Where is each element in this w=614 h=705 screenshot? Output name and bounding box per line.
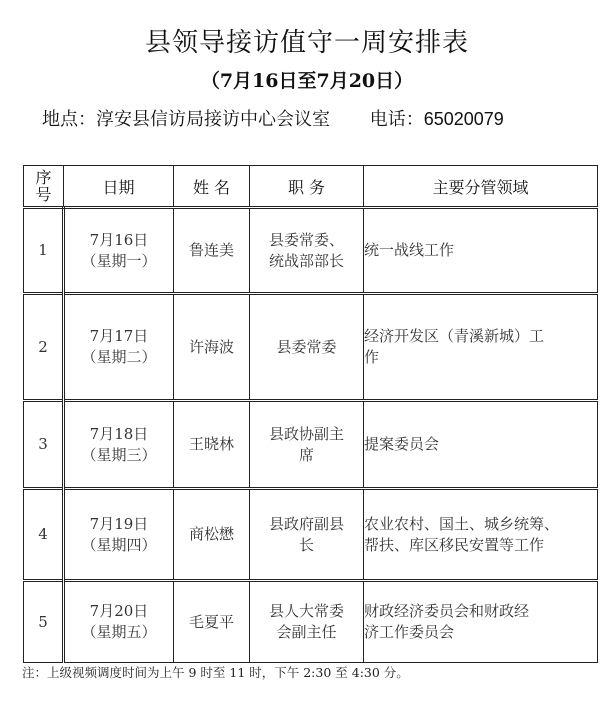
header-date: 日期 (64, 166, 174, 208)
cell-seq: 3 (24, 401, 64, 489)
cell-seq: 4 (24, 489, 64, 581)
phone-label: 电话： (369, 109, 424, 130)
cell-area: 经济开发区（青溪新城）工 作 (364, 294, 598, 401)
cell-area: 财政经济委员会和财政经 济工作委员会 (364, 581, 598, 663)
footnote: 注：上级视频调度时间为上午 9 时至 11 时，下午 2:30 至 4:30 分。 (22, 665, 409, 680)
cell-date: 7月16日 （星期一） (64, 208, 174, 294)
table-row (24, 401, 598, 489)
header-role: 职 务 (250, 166, 364, 208)
cell-date: 7月17日 （星期二） (64, 294, 174, 401)
cell-seq: 2 (24, 294, 64, 401)
cell-seq: 5 (24, 581, 64, 663)
cell-name: 许海波 (174, 294, 250, 401)
cell-area: 统一战线工作 (364, 208, 598, 294)
cell-area: 提案委员会 (364, 401, 598, 489)
cell-date: 7月19日 （星期四） (64, 489, 174, 581)
cell-name: 商松懋 (174, 489, 250, 581)
table-row (24, 489, 598, 581)
table-row (24, 294, 598, 401)
cell-name: 鲁连美 (174, 208, 250, 294)
page-title: 县领导接访值守一周安排表 (144, 28, 469, 58)
cell-role: 县政协副主 席 (250, 401, 364, 489)
phone-value: 65020079 (423, 109, 504, 129)
cell-role: 县委常委、 统战部部长 (250, 208, 364, 294)
header-area: 主要分管领域 (364, 166, 598, 208)
cell-date: 7月20日 （星期五） (64, 581, 174, 663)
date-range-subtitle: （7月16日至7月20日） (200, 70, 414, 92)
cell-name: 王晓林 (174, 401, 250, 489)
location-label: 地点： (42, 109, 96, 130)
table-header-row (24, 166, 598, 208)
cell-date: 7月18日 （星期三） (64, 401, 174, 489)
header-seq: 序 号 (24, 166, 64, 208)
cell-role: 县人大常委 会副主任 (250, 581, 364, 663)
cell-name: 毛夏平 (174, 581, 250, 663)
schedule-table (23, 165, 598, 663)
table-row (24, 581, 598, 663)
cell-area: 农业农村、国土、城乡统筹、 帮扶、库区移民安置等工作 (364, 489, 598, 581)
cell-role: 县委常委 (250, 294, 364, 401)
location-value: 淳安县信访局接访中心会议室 (96, 109, 330, 130)
cell-role: 县政府副县 长 (250, 489, 364, 581)
location-phone-line (42, 105, 504, 131)
table-row (24, 208, 598, 294)
cell-seq: 1 (24, 208, 64, 294)
header-name: 姓 名 (174, 166, 250, 208)
